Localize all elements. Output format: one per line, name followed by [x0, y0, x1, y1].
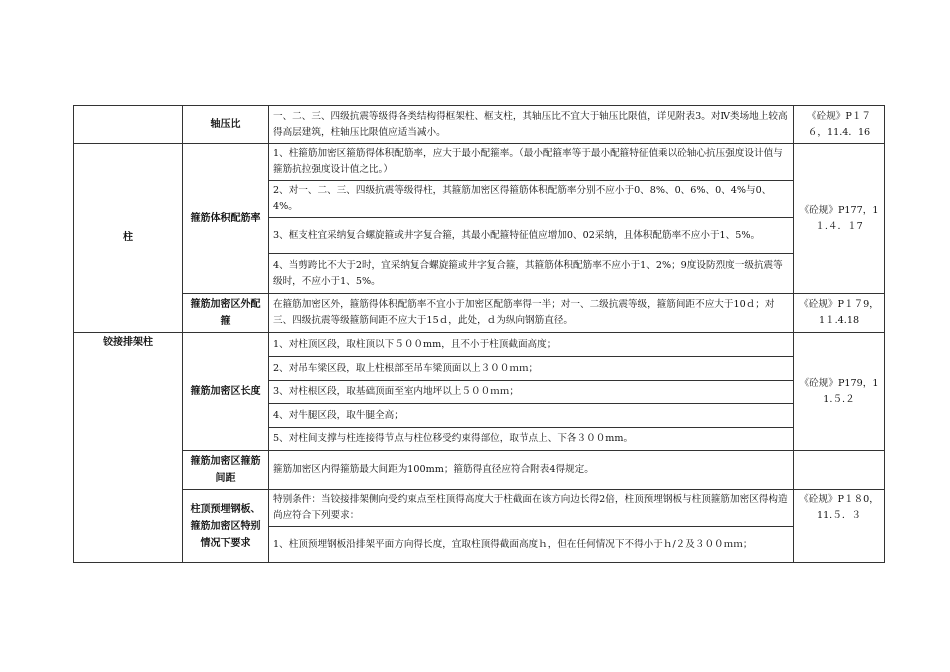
- item-cell: 箍筋体积配筋率: [183, 144, 269, 294]
- item-cell: 轴压比: [183, 106, 269, 144]
- reference-cell: [794, 451, 885, 490]
- table-row: [74, 490, 885, 527]
- category-cell: [74, 106, 183, 144]
- table-row: [74, 333, 885, 357]
- reference-cell: 《砼规》P１８0，11.５．３: [794, 490, 885, 563]
- table-row: [74, 294, 885, 333]
- content-cell: 3、对柱根区段，取基础顶面至室内地坪以上５００ｍｍ；: [269, 381, 794, 404]
- content-cell: 一、二、三、四级抗震等级得各类结构得框架柱、框支柱，其轴压比不宜大于轴压比限值，详见附表3。对Ⅳ类场地上较高得高层建筑，柱轴压比限值应适当减小。: [269, 106, 794, 144]
- content-cell: 1、对柱顶区段，取柱顶以下５００mm，且不小于柱顶截面高度；: [269, 333, 794, 357]
- content-cell: 4、当剪跨比不大于2时，宜采纳复合螺旋箍或井字复合箍，其箍筋体积配筋率不应小于1、2%；9度设防烈度一级抗震等级时，不应小于1、5%。: [269, 254, 794, 294]
- table-row: [74, 144, 885, 181]
- table-row: [74, 106, 885, 144]
- spec-table: [73, 105, 885, 563]
- content-cell: 2、对吊车梁区段，取上柱根部至吊车梁顶面以上３００ｍｍ；: [269, 357, 794, 381]
- content-cell: 5、对柱间支撑与柱连接得节点与柱位移受约束得部位，取节点上、下各３００mm。: [269, 428, 794, 451]
- item-cell: 箍筋加密区箍筋间距: [183, 451, 269, 490]
- reference-cell: 《砼规》P１７9，1１.4.18: [794, 294, 885, 333]
- content-cell: 2、对一、二、三、四级抗震等级得柱，其箍筋加密区得箍筋体积配筋率分别不应小于0、8%、0、6%、0、4%与0、4%。: [269, 181, 794, 218]
- item-cell: 箍筋加密区长度: [183, 333, 269, 451]
- content-cell: 1、柱箍筋加密区箍筋得体积配筋率，应大于最小配箍率。（最小配箍率等于最小配箍特征值乘以砼轴心抗压强度设计值与箍筋抗拉强度设计值之比。）: [269, 144, 794, 181]
- table-row: [74, 451, 885, 490]
- content-cell: 4、对牛腿区段，取牛腿全高；: [269, 404, 794, 428]
- category-cell: 柱: [74, 144, 183, 333]
- content-cell: 箍筋加密区内得箍筋最大间距为100mm；箍筋得直径应符合附表4得规定。: [269, 451, 794, 490]
- item-cell: 柱顶预埋钢板、箍筋加密区特别情况下要求: [183, 490, 269, 563]
- category-cell: 铰接排架柱: [74, 333, 183, 563]
- content-cell: 在箍筋加密区外，箍筋得体积配筋率不宜小于加密区配筋率得一半；对一、二级抗震等级，箍筋间距不应大于10ｄ；对三、四级抗震等级箍筋间距不应大于15ｄ，此处，ｄ为纵向钢筋直径。: [269, 294, 794, 333]
- content-cell: 3、框支柱宜采纳复合螺旋箍或井字复合箍，其最小配箍特征值应增加0、02采纳，且体积配筋率不应小于1、5%。: [269, 218, 794, 254]
- content-cell: 特别条件：当铰接排架侧向受约束点至柱顶得高度大于柱截面在该方向边长得2倍，柱顶预埋钢板与柱顶箍筋加密区得构造尚应符合下列要求：: [269, 490, 794, 527]
- reference-cell: 《砼规》P179，11.５.２: [794, 333, 885, 451]
- reference-cell: 《砼规》P１７６，11.4．16: [794, 106, 885, 144]
- content-cell: 1、柱顶预埋钢板沿排架平面方向得长度，宜取柱顶得截面高度ｈ，但在任何情况下不得小于ｈ/２及３００ｍｍ；: [269, 527, 794, 563]
- item-cell: 箍筋加密区外配箍: [183, 294, 269, 333]
- reference-cell: 《砼规》P177，1１.４．１7: [794, 144, 885, 294]
